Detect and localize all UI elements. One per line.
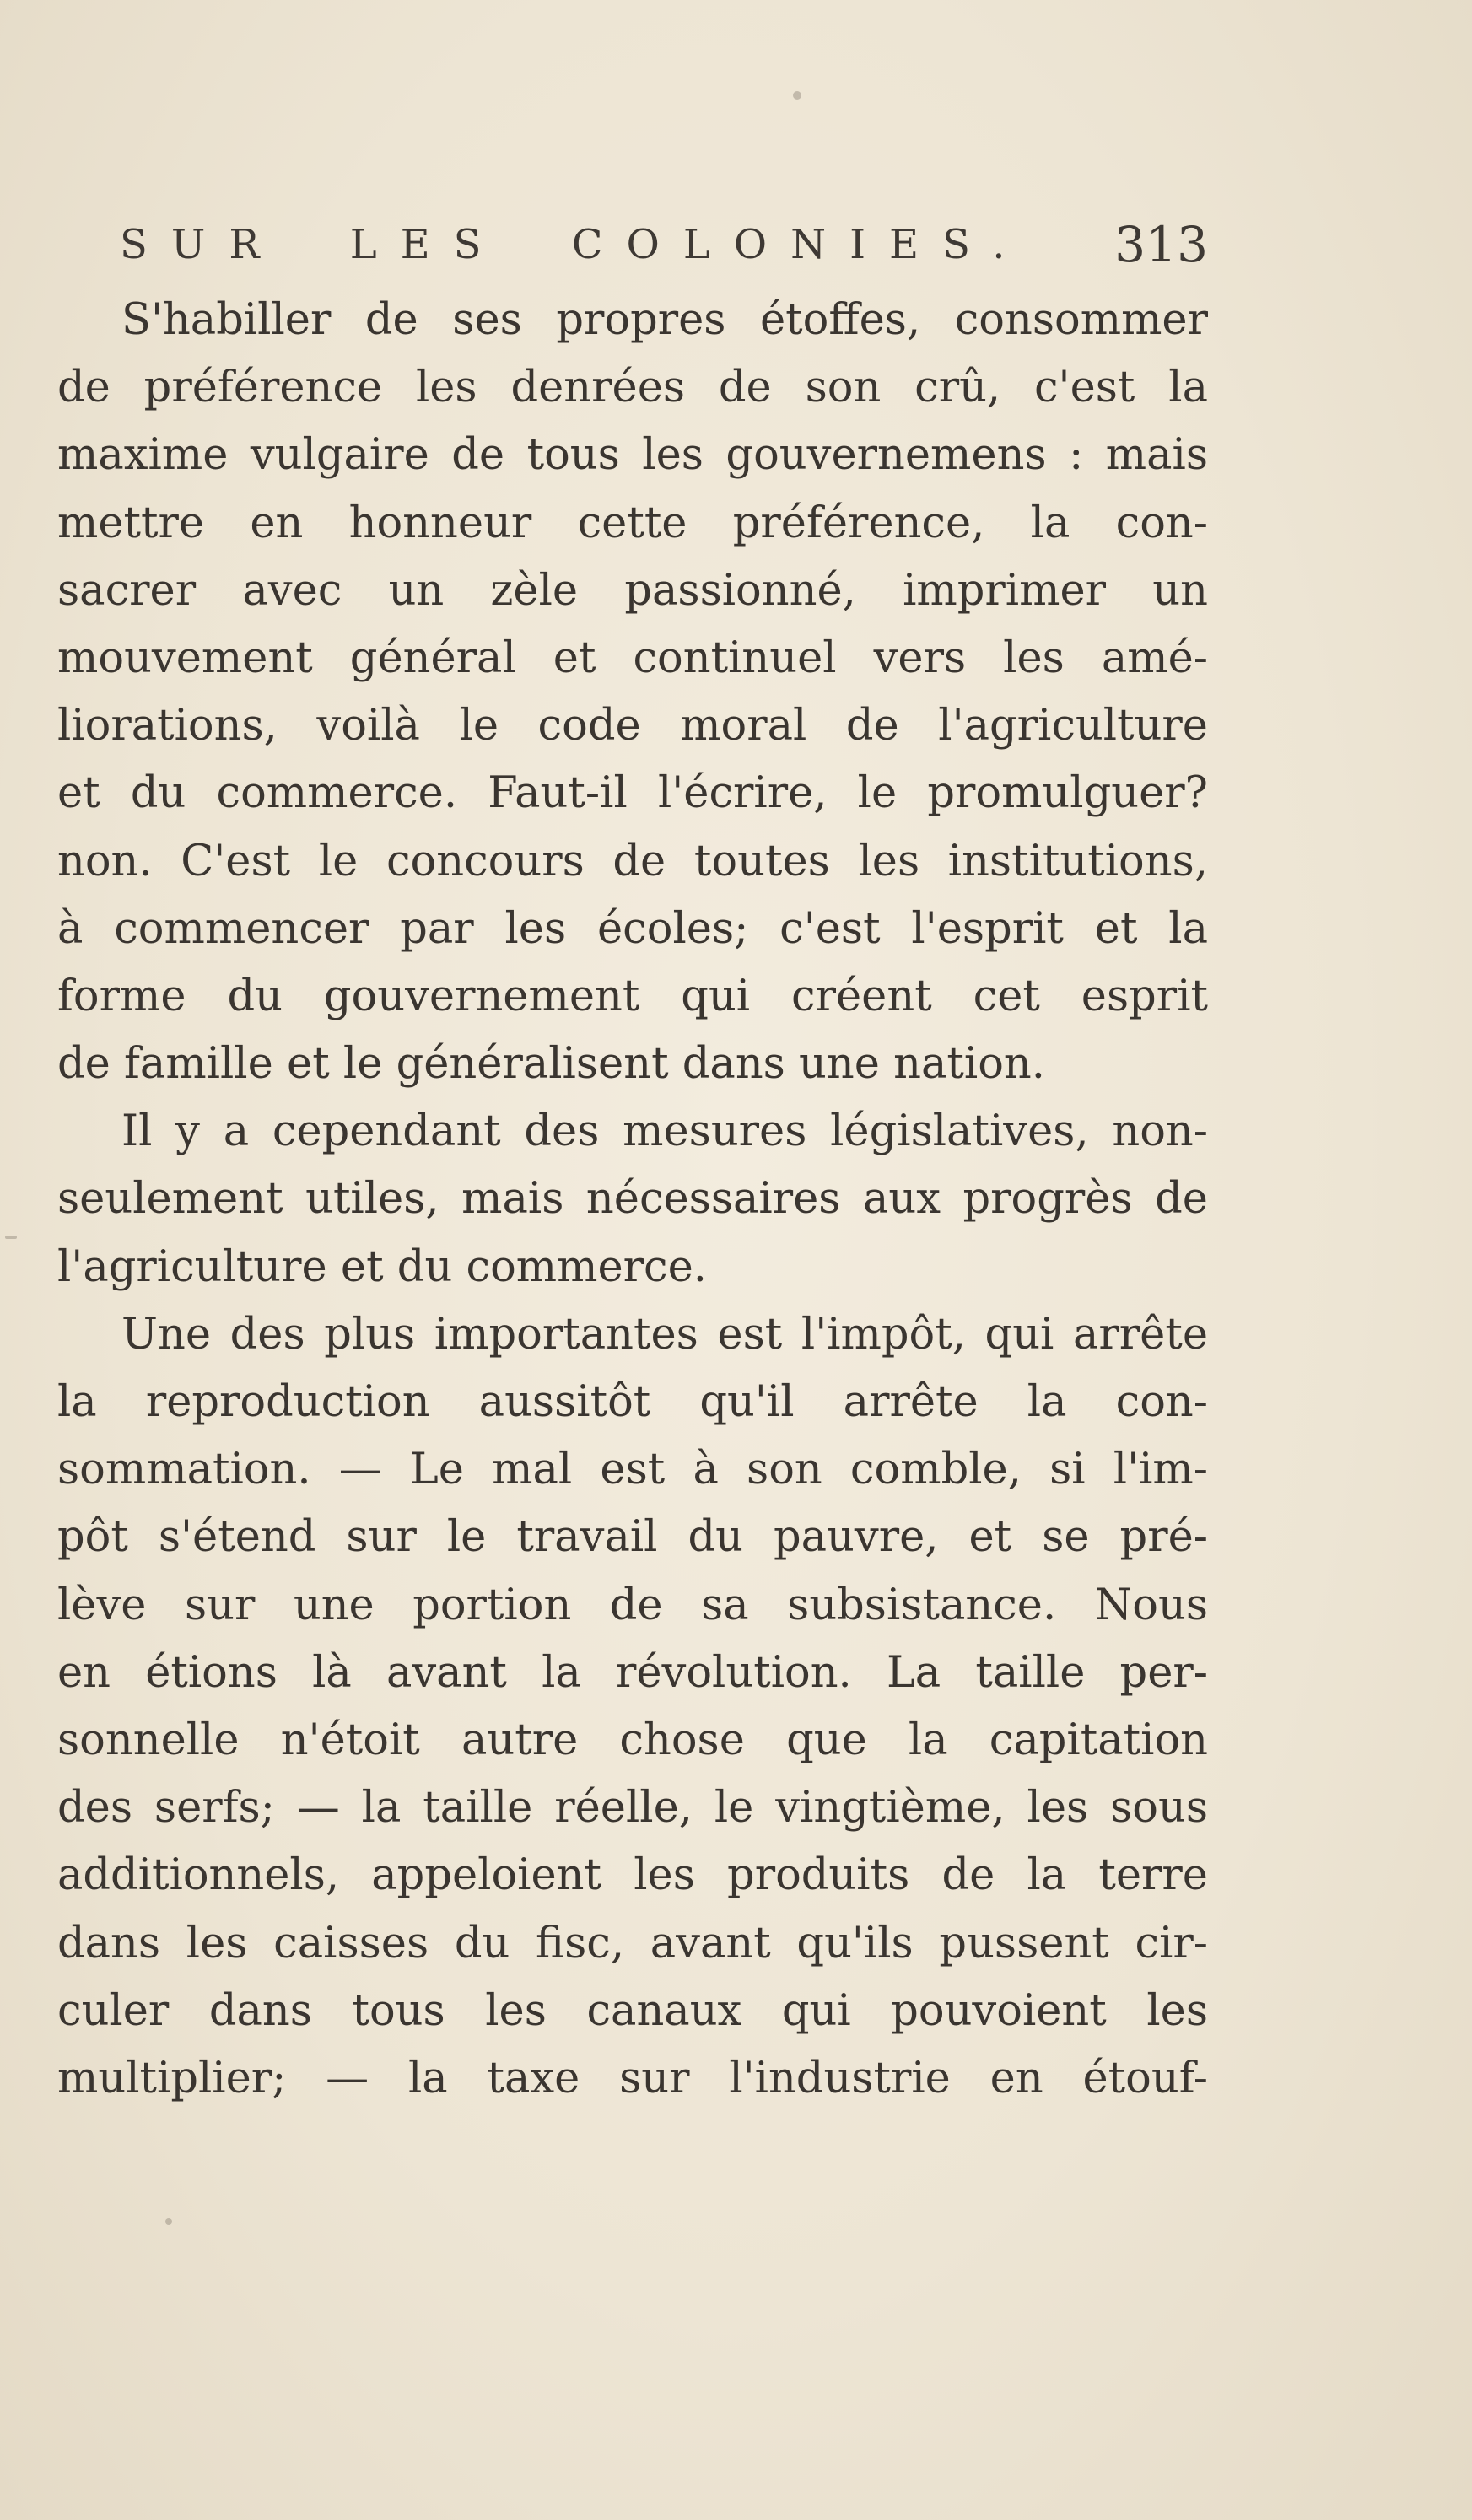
text-line: sacrer avec un zèle passionné, imprimer un — [57, 565, 1208, 616]
text-line: forme du gouvernement qui créent cet esprit — [57, 971, 1208, 1021]
text-line: des serfs; — la taille réelle, le vingtième, les sous — [57, 1783, 1208, 1833]
text-line: à commencer par les écoles; c'est l'esprit et la — [57, 903, 1208, 954]
text-line: multiplier; — la taxe sur l'industrie en étouf- — [57, 2053, 1208, 2103]
text-line: additionnels, appeloient les produits de la terre — [57, 1850, 1208, 1901]
text-line: la reproduction aussitôt qu'il arrête la con- — [57, 1377, 1208, 1427]
text-line: de famille et le généralisent dans une nation. — [57, 1039, 1045, 1090]
text-line: et du commerce. Faut-il l'écrire, le promulguer? — [57, 768, 1208, 819]
text-line: de préférence les denrées de son crû, c'est la — [57, 363, 1208, 413]
paper-speck — [165, 2218, 172, 2225]
paper-speck — [793, 91, 801, 100]
text-line: seulement utiles, mais nécessaires aux progrès de — [57, 1174, 1208, 1225]
text-line: pôt s'étend sur le travail du pauvre, et se pré- — [57, 1512, 1208, 1563]
text-line: S'habiller de ses propres étoffes, consommer — [121, 295, 1208, 345]
text-line: liorations, voilà le code moral de l'agriculture — [57, 701, 1208, 751]
text-line: dans les caisses du fisc, avant qu'ils pussent cir- — [57, 1918, 1208, 1968]
body-text — [57, 287, 1208, 2113]
text-line: l'agriculture et du commerce. — [57, 1241, 708, 1292]
text-line: maxime vulgaire de tous les gouvernemens : mais — [57, 430, 1208, 481]
running-head — [120, 211, 1208, 278]
page-number: 313 — [1114, 216, 1208, 273]
text-line: mouvement général et continuel vers les amé- — [57, 633, 1208, 683]
text-line: lève sur une portion de sa subsistance. Nous — [57, 1580, 1208, 1630]
text-line: non. C'est le concours de toutes les institutions, — [57, 836, 1208, 886]
text-line: culer dans tous les canaux qui pouvoient les — [57, 1985, 1208, 2036]
text-line: sonnelle n'étoit autre chose que la capitation — [57, 1715, 1208, 1765]
paper-speck — [5, 1236, 17, 1239]
text-line: Une des plus importantes est l'impôt, qui arrête — [121, 1309, 1208, 1360]
text-line: mettre en honneur cette préférence, la con- — [57, 498, 1208, 548]
running-title: SUR LES COLONIES. — [120, 221, 1029, 268]
text-line: Il y a cependant des mesures législatives, non- — [121, 1107, 1208, 1157]
text-line: en étions là avant la révolution. La taille per- — [57, 1647, 1208, 1698]
text-line: sommation. — Le mal est à son comble, si l'im- — [57, 1445, 1208, 1495]
